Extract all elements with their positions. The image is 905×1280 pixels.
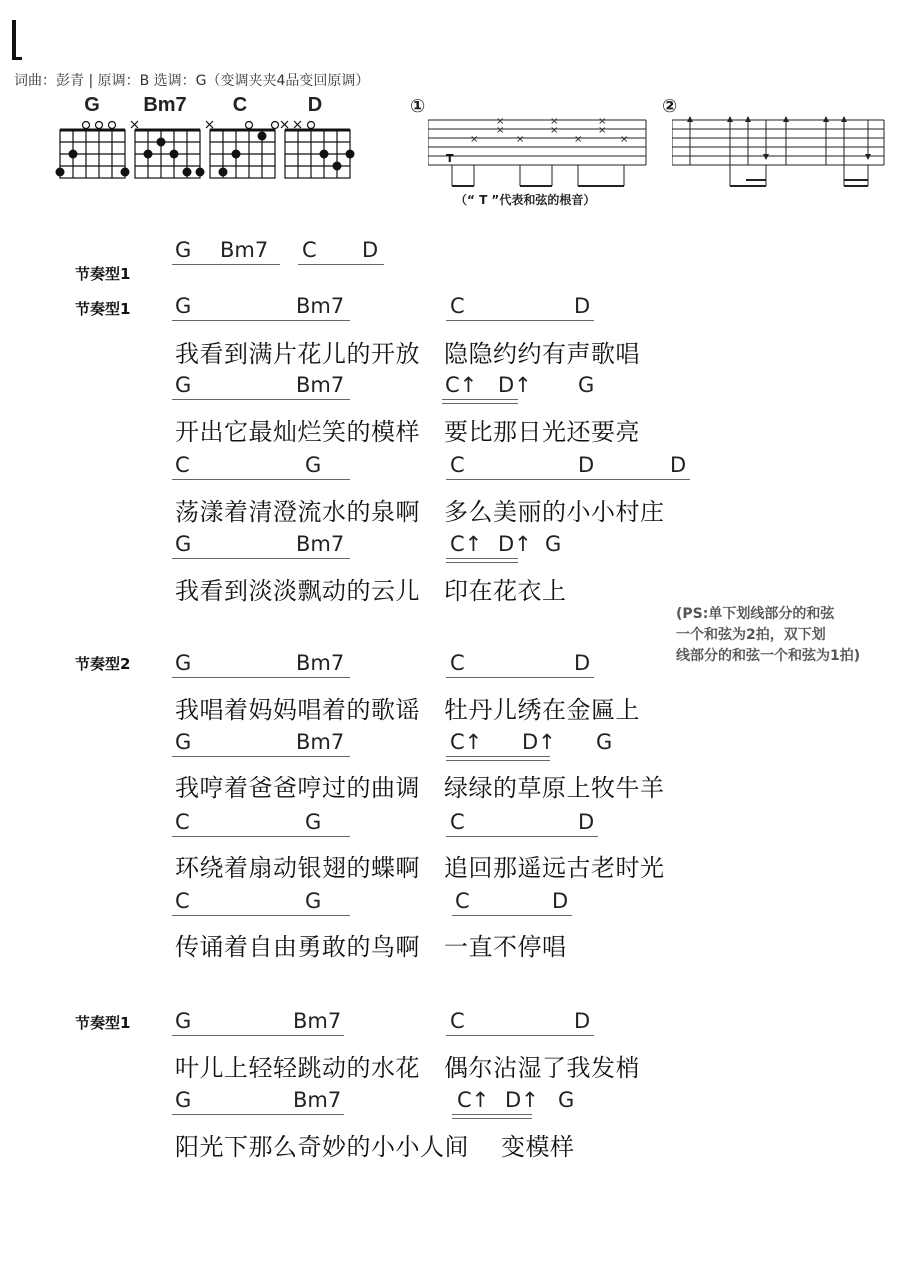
chord-underline	[298, 264, 384, 265]
chord: Bm7	[293, 1088, 342, 1112]
intro-chord: Bm7	[220, 238, 269, 262]
lyric-line: 牡丹儿绣在金匾上	[444, 696, 640, 724]
rhythm-pattern-2-svg	[672, 112, 887, 192]
svg-text:×: ×	[598, 125, 607, 136]
chord: D	[574, 1009, 591, 1033]
song-meta: 词曲：彭青 | 原调：B 选调：G（变调夹夹4品变回原调）	[14, 73, 370, 89]
chord-underline-double	[446, 562, 518, 563]
chord-name-g: G	[84, 94, 100, 116]
chord-grids-svg	[50, 115, 360, 183]
chord-name-c: C	[232, 94, 248, 116]
chord-underline	[446, 558, 518, 559]
lyric-line: 多么美丽的小小村庄	[444, 498, 665, 526]
verse1-section-label: 节奏型1	[75, 300, 131, 318]
title-mark	[12, 20, 16, 60]
pattern-1-label: ①	[410, 96, 426, 117]
chord: C	[450, 810, 465, 834]
chord-underline	[452, 915, 572, 916]
chord: C	[175, 810, 190, 834]
root-note-marker: T	[446, 152, 454, 165]
chord: D	[578, 810, 595, 834]
verse2-section-label: 节奏型2	[75, 655, 131, 673]
chord-name-bm7: Bm7	[143, 94, 187, 116]
chord-underline-double	[446, 760, 550, 761]
chord-underline	[446, 677, 594, 678]
chord: C	[175, 453, 190, 477]
chord: D	[574, 294, 591, 318]
root-note-caption: （“ T ”代表和弦的根音）	[455, 193, 596, 207]
chord-underline-double	[442, 403, 518, 404]
chord: G	[175, 651, 192, 675]
chord: G	[175, 373, 192, 397]
chord: G	[578, 373, 595, 397]
chord: Bm7	[296, 373, 345, 397]
svg-text:×: ×	[598, 116, 607, 127]
svg-text:×: ×	[550, 125, 559, 136]
chord: G	[175, 532, 192, 556]
ps-note	[676, 604, 860, 667]
lyric-line: 我哼着爸爸哼过的曲调	[175, 774, 420, 802]
chord: C↑	[457, 1088, 490, 1112]
ps-note-line: (PS:单下划线部分的和弦	[676, 606, 835, 622]
intro-chord: C	[302, 238, 317, 262]
chord-underline	[446, 756, 550, 757]
lyric-line: 隐隐约约有声歌唱	[444, 340, 640, 368]
lyric-line: 要比那日光还要亮	[444, 418, 640, 446]
chord: G	[305, 889, 322, 913]
rhythm-pattern-1-svg	[428, 112, 648, 192]
svg-text:×: ×	[620, 134, 629, 145]
chord-underline	[172, 756, 350, 757]
chord: C	[175, 889, 190, 913]
lyric-line: 我看到淡淡飘动的云儿	[175, 577, 420, 605]
lyric-line: 变模样	[501, 1133, 575, 1161]
lyric-line: 印在花衣上	[444, 577, 567, 605]
chord: Bm7	[293, 1009, 342, 1033]
chord: G	[305, 810, 322, 834]
chord-underline	[446, 836, 598, 837]
chord-grid-d	[285, 130, 350, 178]
chord: C	[450, 651, 465, 675]
lyric-line: 我唱着妈妈唱着的歌谣	[175, 696, 420, 724]
chord-underline	[172, 558, 350, 559]
lyric-line: 绿绿的草原上牧牛羊	[444, 774, 665, 802]
chord: D↑	[498, 532, 532, 556]
svg-text:×: ×	[470, 134, 479, 145]
svg-text:×: ×	[550, 116, 559, 127]
chord: G	[175, 1009, 192, 1033]
chord-underline	[172, 1114, 344, 1115]
chord: G	[175, 1088, 192, 1112]
lyric-line: 偶尔沾湿了我发梢	[444, 1054, 640, 1082]
chord-underline	[172, 264, 280, 265]
chord-underline	[446, 320, 594, 321]
chord-underline	[172, 677, 350, 678]
chord-underline	[452, 1114, 532, 1115]
chord-underline-double	[452, 1118, 532, 1119]
chord: C	[450, 1009, 465, 1033]
chord: G	[175, 730, 192, 754]
chord-name-d: D	[307, 94, 323, 116]
chord: D	[578, 453, 595, 477]
chord-underline	[172, 320, 350, 321]
lyric-line: 荡漾着清澄流水的泉啊	[175, 498, 420, 526]
lyric-line: 追回那遥远古老时光	[444, 854, 665, 882]
chord: Bm7	[296, 294, 345, 318]
chord: Bm7	[296, 651, 345, 675]
chord: D↑	[505, 1088, 539, 1112]
svg-text:×: ×	[496, 116, 505, 127]
svg-text:×: ×	[574, 134, 583, 145]
lyric-line: 叶儿上轻轻跳动的水花	[175, 1054, 420, 1082]
lyric-line: 传诵着自由勇敢的鸟啊	[175, 933, 420, 961]
chord-underline	[172, 915, 350, 916]
lyric-line: 阳光下那么奇妙的小小人间	[175, 1133, 469, 1161]
chord: D↑	[498, 373, 532, 397]
chord-underline	[172, 399, 350, 400]
chord: C↑	[450, 532, 483, 556]
chord-underline	[172, 1035, 344, 1036]
ps-note-line: 一个和弦为2拍，双下划	[676, 627, 826, 643]
intro-chord: G	[175, 238, 192, 262]
chord: G	[305, 453, 322, 477]
chord: C↑	[450, 730, 483, 754]
lyric-line: 我看到满片花儿的开放	[175, 340, 420, 368]
chord: G	[175, 294, 192, 318]
chord: G	[545, 532, 562, 556]
lyric-line: 开出它最灿烂笑的模样	[175, 418, 420, 446]
svg-text:×: ×	[496, 125, 505, 136]
chord: D	[670, 453, 687, 477]
chord: G	[558, 1088, 575, 1112]
chord: G	[596, 730, 613, 754]
chord: D	[574, 651, 591, 675]
ps-note-line: 线部分的和弦一个和弦为1拍)	[676, 648, 861, 664]
svg-text:×: ×	[516, 134, 525, 145]
chord: D↑	[522, 730, 556, 754]
chord-underline	[172, 836, 350, 837]
verse3-section-label: 节奏型1	[75, 1014, 131, 1032]
chord: Bm7	[296, 532, 345, 556]
chord: C	[455, 889, 470, 913]
chord: D	[552, 889, 569, 913]
chord: Bm7	[296, 730, 345, 754]
title-mark-foot	[12, 57, 22, 60]
lyric-line: 一直不停唱	[444, 933, 567, 961]
lyric-line: 环绕着扇动银翅的蝶啊	[175, 854, 420, 882]
chord-underline	[446, 479, 690, 480]
chord: C	[450, 294, 465, 318]
pattern-2-label: ②	[662, 96, 678, 117]
chord-underline	[442, 399, 518, 400]
chord: C↑	[445, 373, 478, 397]
intro-section-label: 节奏型1	[75, 265, 131, 283]
chord: C	[450, 453, 465, 477]
chord-underline	[172, 479, 350, 480]
chord-underline	[446, 1035, 594, 1036]
intro-chord: D	[362, 238, 379, 262]
